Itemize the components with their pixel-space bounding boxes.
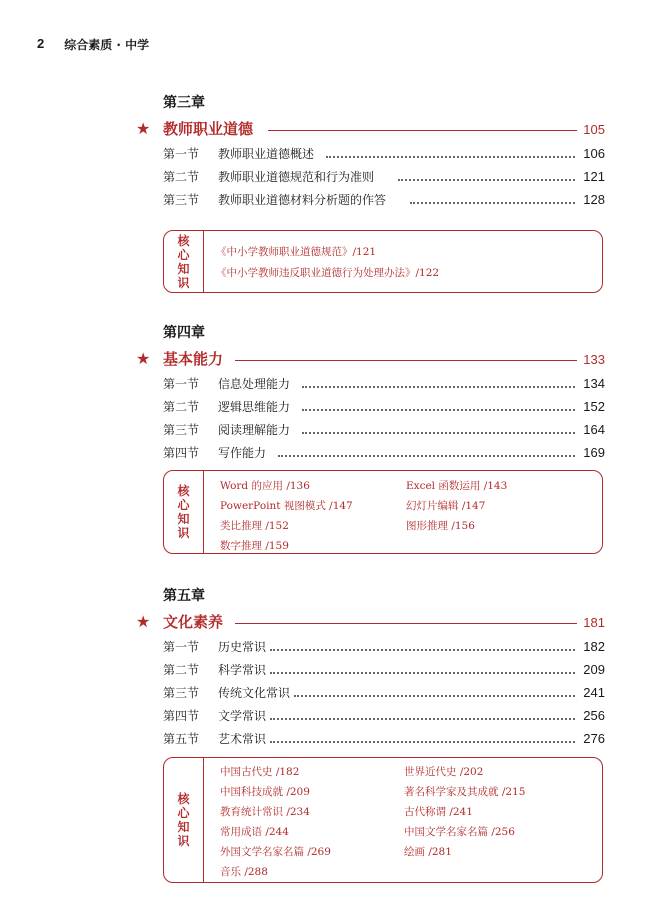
core-knowledge-item[interactable]: 中国文学名家名篇 /256: [404, 826, 515, 838]
core-knowledge-item[interactable]: 世界近代史 /202: [404, 766, 484, 778]
core-knowledge-item[interactable]: 教育统计常识 /234: [220, 806, 310, 818]
section-title: 教师职业道德概述: [218, 147, 315, 161]
dot-leader: [270, 672, 575, 674]
core-knowledge-box: [163, 470, 603, 554]
star-icon: ★: [136, 119, 151, 138]
core-knowledge-label: 核 心 知 识: [164, 471, 204, 553]
section-number: 第四节: [163, 446, 200, 460]
section-number: 第一节: [163, 147, 200, 161]
section-title: 写作能力: [218, 446, 267, 460]
dot-leader: [398, 179, 575, 181]
chapter-3-part-row[interactable]: [0, 119, 649, 143]
core-knowledge-item[interactable]: Word 的应用 /136: [220, 480, 310, 492]
section-number: 第一节: [163, 640, 200, 654]
section-page: 128: [583, 192, 605, 207]
section-page: 276: [583, 731, 605, 746]
section-page: 209: [583, 662, 605, 677]
toc-section-row[interactable]: [0, 684, 649, 704]
core-knowledge-item[interactable]: 《中小学教师职业道德规范》/121: [216, 246, 377, 258]
toc-section-row[interactable]: [0, 168, 649, 188]
star-icon: ★: [136, 612, 151, 631]
chapter-5-part-row[interactable]: [0, 612, 649, 636]
core-knowledge-item[interactable]: 绘画 /281: [404, 846, 452, 858]
chapter-5-title: 第五章: [163, 588, 205, 604]
book-title: 综合素质 · 中学: [64, 38, 150, 52]
part-page: 133: [583, 352, 605, 367]
core-knowledge-item[interactable]: 著名科学家及其成就 /215: [404, 786, 526, 798]
chapter-4-part-row[interactable]: [0, 349, 649, 373]
section-page: 182: [583, 639, 605, 654]
dot-leader: [410, 202, 575, 204]
core-knowledge-box: [163, 757, 603, 883]
section-title: 艺术常识: [218, 732, 267, 746]
section-title: 逻辑思维能力: [218, 400, 291, 414]
section-number: 第五节: [163, 732, 200, 746]
part-name: 教师职业道德: [163, 120, 254, 138]
section-number: 第四节: [163, 709, 200, 723]
core-knowledge-label: 核 心 知 识: [164, 231, 204, 292]
chapter-4-title: 第四章: [163, 325, 205, 341]
core-knowledge-item[interactable]: 常用成语 /244: [220, 826, 289, 838]
toc-section-row[interactable]: [0, 661, 649, 681]
star-icon: ★: [136, 349, 151, 368]
toc-section-row[interactable]: [0, 375, 649, 395]
core-knowledge-item[interactable]: 数字推理 /159: [220, 540, 289, 552]
section-title: 教师职业道德规范和行为准则: [218, 170, 375, 184]
section-page: 169: [583, 445, 605, 460]
toc-section-row[interactable]: [0, 145, 649, 165]
chapter-3-title: 第三章: [163, 95, 205, 111]
page-header: [37, 36, 149, 53]
toc-section-row[interactable]: [0, 444, 649, 464]
core-knowledge-item[interactable]: 中国古代史 /182: [220, 766, 300, 778]
leader-line: [235, 623, 577, 624]
part-name: 基本能力: [163, 350, 224, 368]
core-knowledge-item[interactable]: Excel 函数运用 /143: [406, 480, 508, 492]
dot-leader: [294, 695, 575, 697]
section-title: 传统文化常识: [218, 686, 291, 700]
toc-section-row[interactable]: [0, 638, 649, 658]
section-title: 历史常识: [218, 640, 267, 654]
toc-section-row[interactable]: [0, 730, 649, 750]
section-page: 152: [583, 399, 605, 414]
core-knowledge-item[interactable]: 《中小学教师违反职业道德行为处理办法》/122: [216, 267, 440, 279]
section-title: 科学常识: [218, 663, 267, 677]
part-page: 105: [583, 122, 605, 137]
section-page: 106: [583, 146, 605, 161]
section-number: 第三节: [163, 423, 200, 437]
page-number: 2: [37, 36, 45, 51]
section-page: 256: [583, 708, 605, 723]
section-page: 121: [583, 169, 605, 184]
section-number: 第三节: [163, 686, 200, 700]
dot-leader: [302, 432, 575, 434]
section-title: 信息处理能力: [218, 377, 291, 391]
part-page: 181: [583, 615, 605, 630]
core-knowledge-item[interactable]: 外国文学名家名篇 /269: [220, 846, 331, 858]
toc-section-row[interactable]: [0, 707, 649, 727]
section-number: 第二节: [163, 663, 200, 677]
core-knowledge-label: 核 心 知 识: [164, 758, 204, 882]
section-title: 文学常识: [218, 709, 267, 723]
core-knowledge-box: [163, 230, 603, 293]
section-number: 第二节: [163, 170, 200, 184]
core-knowledge-item[interactable]: PowerPoint 视图模式 /147: [220, 500, 353, 512]
toc-section-row[interactable]: [0, 421, 649, 441]
section-number: 第二节: [163, 400, 200, 414]
section-number: 第三节: [163, 193, 200, 207]
section-page: 241: [583, 685, 605, 700]
core-knowledge-item[interactable]: 中国科技成就 /209: [220, 786, 310, 798]
toc-section-row[interactable]: [0, 398, 649, 418]
part-name: 文化素养: [163, 613, 224, 631]
dot-leader: [278, 455, 575, 457]
dot-leader: [270, 718, 575, 720]
leader-line: [268, 130, 577, 131]
toc-section-row[interactable]: [0, 191, 649, 211]
section-title: 教师职业道德材料分析题的作答: [218, 193, 387, 207]
section-page: 164: [583, 422, 605, 437]
section-number: 第一节: [163, 377, 200, 391]
core-knowledge-item[interactable]: 类比推理 /152: [220, 520, 289, 532]
section-page: 134: [583, 376, 605, 391]
core-knowledge-item[interactable]: 幻灯片编辑 /147: [406, 500, 486, 512]
core-knowledge-item[interactable]: 图形推理 /156: [406, 520, 475, 532]
dot-leader: [326, 156, 575, 158]
dot-leader: [270, 649, 575, 651]
dot-leader: [302, 409, 575, 411]
dot-leader: [270, 741, 575, 743]
core-knowledge-item[interactable]: 古代称谓 /241: [404, 806, 473, 818]
leader-line: [235, 360, 577, 361]
dot-leader: [302, 386, 575, 388]
core-knowledge-item[interactable]: 音乐 /288: [220, 866, 268, 878]
section-title: 阅读理解能力: [218, 423, 291, 437]
